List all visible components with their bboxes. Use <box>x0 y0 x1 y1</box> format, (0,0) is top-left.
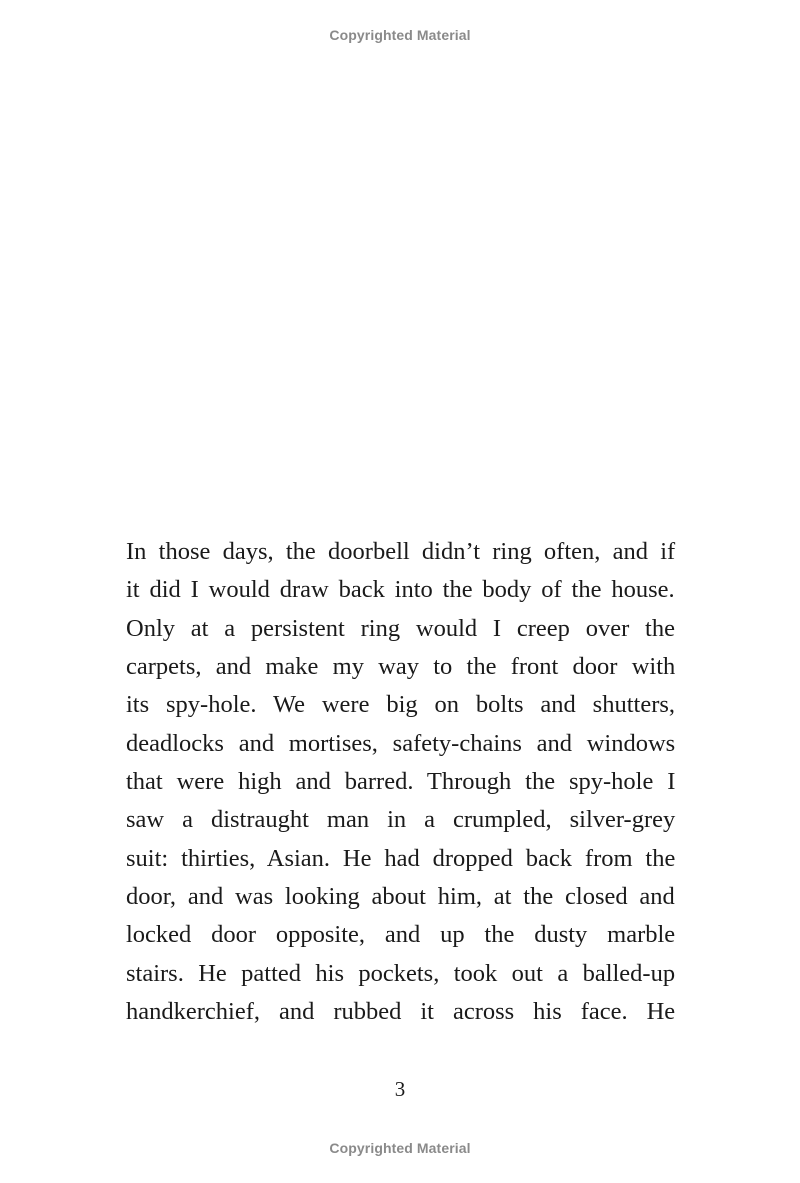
text-line: it did I would draw back into the body of the house. <box>126 576 675 604</box>
text-line: its spy-hole. We were big on bolts and shutters, <box>126 691 676 719</box>
copyright-watermark-bottom: Copyrighted Material <box>329 1140 471 1156</box>
text-line: Only at a persistent ring would I creep over the <box>126 614 675 642</box>
text-line: deadlocks and mortises, safety-chains and windows <box>126 729 676 757</box>
text-line: saw a distraught man in a crumpled, silver-grey <box>126 806 676 834</box>
text-line: stairs. He patted his pockets, took out a balled-up <box>126 959 676 987</box>
text-line: In those days, the doorbell didn’t ring often, and if <box>126 538 676 565</box>
text-line: suit: thirties, Asian. He had dropped back from the <box>126 844 676 872</box>
page-number: 3 <box>394 1077 406 1101</box>
text-line: locked door opposite, and up the dusty marble <box>126 921 676 949</box>
copyright-watermark-top: Copyrighted Material <box>329 27 471 43</box>
text-line: door, and was looking about him, at the closed and <box>126 883 675 911</box>
text-line: that were high and barred. Through the spy-hole I <box>126 768 676 796</box>
body-paragraph <box>126 533 675 1031</box>
text-line: carpets, and make my way to the front door with <box>126 653 676 681</box>
text-line: handkerchief, and rubbed it across his face. He <box>126 998 676 1026</box>
